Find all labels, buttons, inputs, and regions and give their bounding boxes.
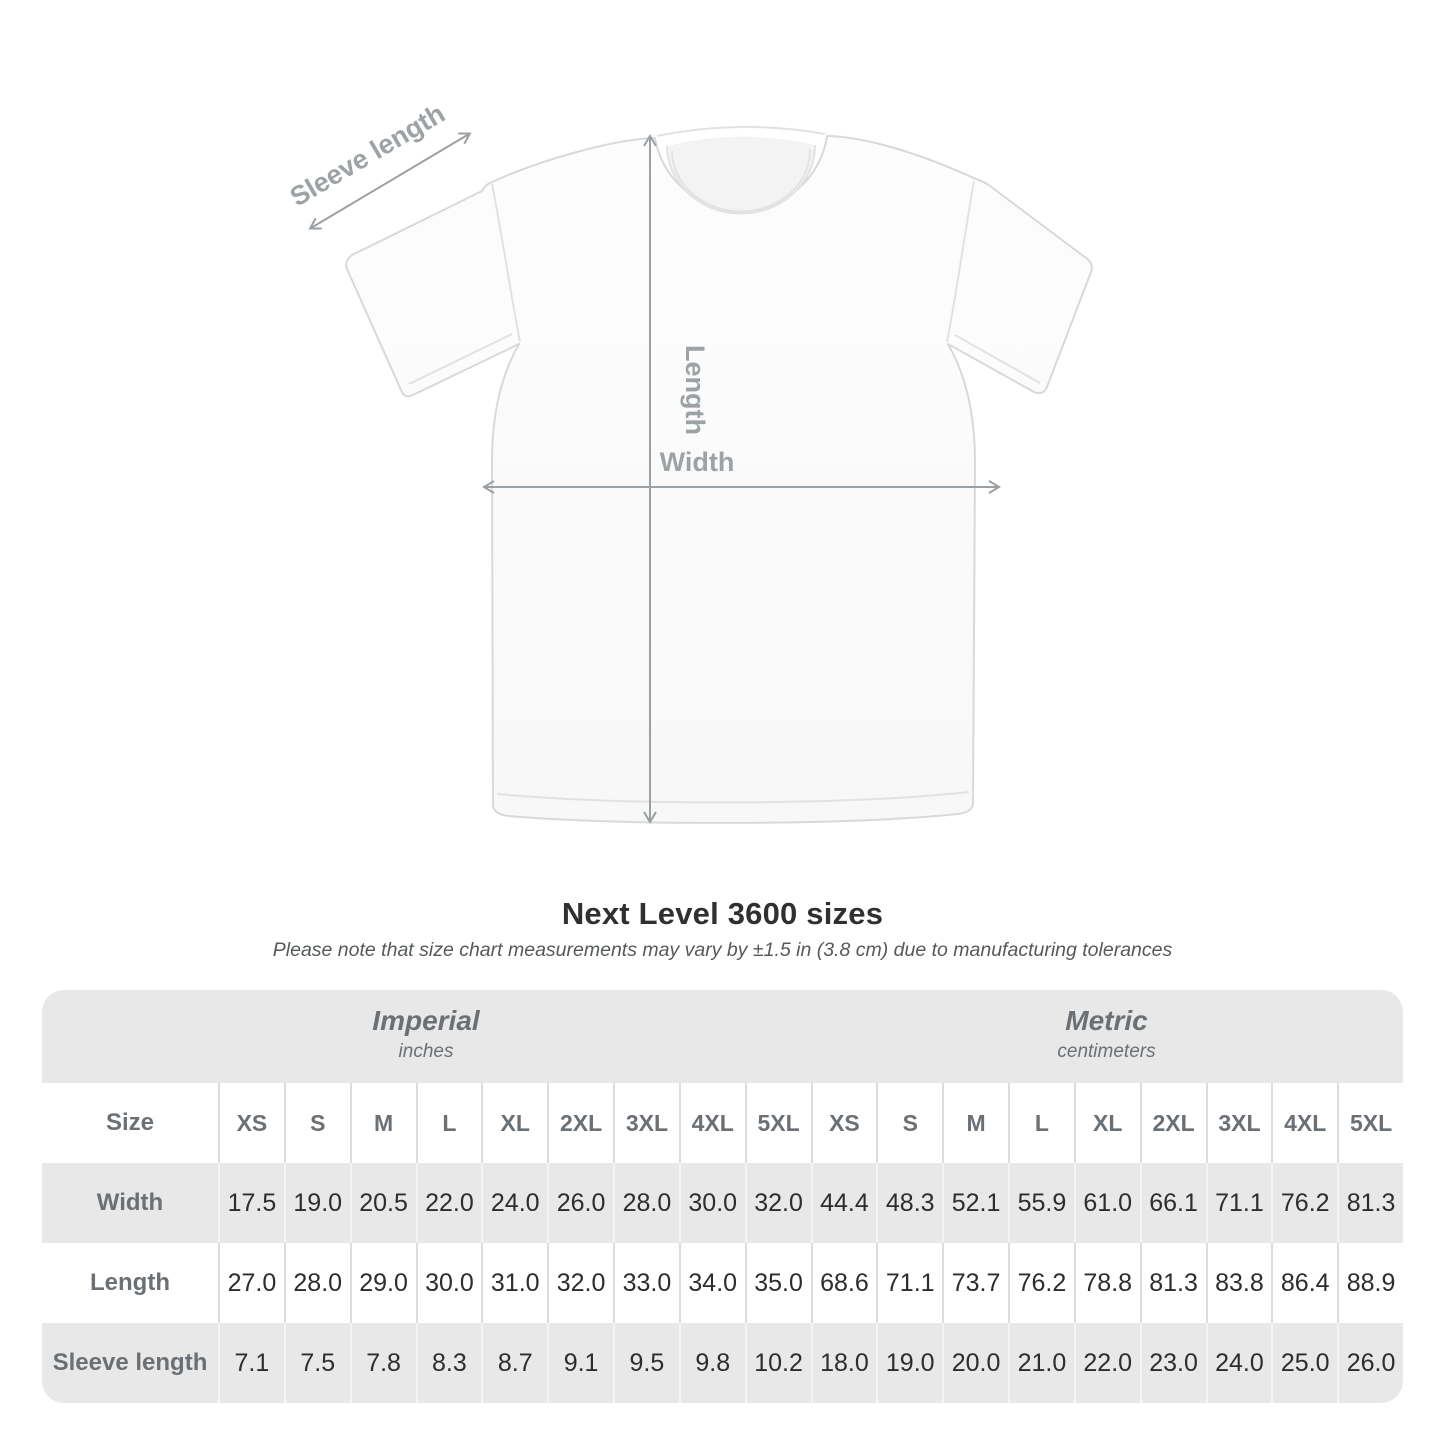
measurement-cell: 73.7 bbox=[942, 1243, 1008, 1323]
imperial-section-header bbox=[42, 990, 810, 1083]
measurement-cell: 7.5 bbox=[284, 1323, 350, 1403]
measurement-cell: 32.0 bbox=[745, 1163, 811, 1243]
table-header-row bbox=[42, 1083, 1403, 1163]
measurement-cell: 76.2 bbox=[1271, 1163, 1337, 1243]
measurement-cell: 21.0 bbox=[1008, 1323, 1074, 1403]
measurement-cell: 86.4 bbox=[1271, 1243, 1337, 1323]
size-column-header: 5XL bbox=[1337, 1083, 1403, 1163]
measurement-cell: 30.0 bbox=[416, 1243, 482, 1323]
measurement-cell: 22.0 bbox=[1074, 1323, 1140, 1403]
size-column-header: 3XL bbox=[1206, 1083, 1272, 1163]
units-band bbox=[42, 990, 1403, 1083]
measurement-cell: 19.0 bbox=[284, 1163, 350, 1243]
measurement-cell: 24.0 bbox=[1206, 1323, 1272, 1403]
width-label: Width bbox=[659, 447, 735, 477]
size-column-header: 4XL bbox=[1271, 1083, 1337, 1163]
size-column-header: M bbox=[942, 1083, 1008, 1163]
length-label: Length bbox=[680, 345, 710, 435]
size-column-header: 2XL bbox=[547, 1083, 613, 1163]
metric-unit: centimeters bbox=[1057, 1041, 1156, 1062]
size-column-header: XS bbox=[811, 1083, 877, 1163]
measurement-cell: 48.3 bbox=[876, 1163, 942, 1243]
tshirt-body bbox=[346, 136, 1092, 823]
size-column-header: M bbox=[350, 1083, 416, 1163]
table-data-row bbox=[42, 1163, 1403, 1243]
size-column-header: 3XL bbox=[613, 1083, 679, 1163]
measurement-cell: 23.0 bbox=[1140, 1323, 1206, 1403]
size-column-header: 2XL bbox=[1140, 1083, 1206, 1163]
measurement-cell: 19.0 bbox=[876, 1323, 942, 1403]
size-column-header: 4XL bbox=[679, 1083, 745, 1163]
tolerance-note: Please note that size chart measurements may vary by ±1.5 in (3.8 cm) due to manufacturing tolerances bbox=[272, 939, 1173, 961]
measurement-cell: 28.0 bbox=[284, 1243, 350, 1323]
measurement-cell: 71.1 bbox=[1206, 1163, 1272, 1243]
measurement-cell: 68.6 bbox=[811, 1243, 877, 1323]
measurement-cell: 55.9 bbox=[1008, 1163, 1074, 1243]
table-data-row bbox=[42, 1243, 1403, 1323]
size-column-header: L bbox=[416, 1083, 482, 1163]
row-label-sleeve-length: Sleeve length bbox=[52, 1349, 208, 1376]
measurement-cell: 24.0 bbox=[481, 1163, 547, 1243]
table-data-row bbox=[42, 1323, 1403, 1403]
measurement-cell: 35.0 bbox=[745, 1243, 811, 1323]
size-column-header: S bbox=[876, 1083, 942, 1163]
measurement-cell: 88.9 bbox=[1337, 1243, 1403, 1323]
measurement-cell: 81.3 bbox=[1337, 1163, 1403, 1243]
imperial-label: Imperial bbox=[372, 1005, 480, 1036]
measurement-cell: 33.0 bbox=[613, 1243, 679, 1323]
measurement-cell: 18.0 bbox=[811, 1323, 877, 1403]
measurement-cell: 9.1 bbox=[547, 1323, 613, 1403]
measurement-cell: 22.0 bbox=[416, 1163, 482, 1243]
measurement-cell: 78.8 bbox=[1074, 1243, 1140, 1323]
measurement-cell: 7.8 bbox=[350, 1323, 416, 1403]
measurement-cell: 26.0 bbox=[547, 1163, 613, 1243]
page-title: Next Level 3600 sizes bbox=[561, 896, 884, 931]
size-column-header: XL bbox=[1074, 1083, 1140, 1163]
size-column-header: XS bbox=[218, 1083, 284, 1163]
measurement-cell: 66.1 bbox=[1140, 1163, 1206, 1243]
size-column-header: XL bbox=[481, 1083, 547, 1163]
measurement-cell: 9.8 bbox=[679, 1323, 745, 1403]
measurement-cell: 76.2 bbox=[1008, 1243, 1074, 1323]
measurement-cell: 26.0 bbox=[1337, 1323, 1403, 1403]
measurement-cell: 71.1 bbox=[876, 1243, 942, 1323]
measurement-cell: 28.0 bbox=[613, 1163, 679, 1243]
measurement-cell: 8.3 bbox=[416, 1323, 482, 1403]
measurement-cell: 20.0 bbox=[942, 1323, 1008, 1403]
size-column-header: 5XL bbox=[745, 1083, 811, 1163]
size-column-header: S bbox=[284, 1083, 350, 1163]
size-column-header: L bbox=[1008, 1083, 1074, 1163]
measurement-cell: 52.1 bbox=[942, 1163, 1008, 1243]
measurement-cell: 61.0 bbox=[1074, 1163, 1140, 1243]
measurement-cell: 81.3 bbox=[1140, 1243, 1206, 1323]
measurement-cell: 7.1 bbox=[218, 1323, 284, 1403]
measurement-cell: 10.2 bbox=[745, 1323, 811, 1403]
measurement-cell: 20.5 bbox=[350, 1163, 416, 1243]
measurement-cell: 25.0 bbox=[1271, 1323, 1337, 1403]
row-label-width: Width bbox=[96, 1189, 164, 1216]
metric-label: Metric bbox=[1065, 1005, 1148, 1036]
measurement-cell: 34.0 bbox=[679, 1243, 745, 1323]
measurement-cell: 8.7 bbox=[481, 1323, 547, 1403]
measurement-cell: 9.5 bbox=[613, 1323, 679, 1403]
measurement-cell: 27.0 bbox=[218, 1243, 284, 1323]
size-table bbox=[42, 990, 1403, 1403]
measurement-cell: 17.5 bbox=[218, 1163, 284, 1243]
sleeve-length-label: Sleeve length bbox=[284, 98, 451, 213]
size-row-label: Size bbox=[105, 1109, 155, 1136]
measurement-cell: 44.4 bbox=[811, 1163, 877, 1243]
imperial-unit: inches bbox=[398, 1041, 454, 1062]
row-label-length: Length bbox=[90, 1269, 170, 1296]
metric-section-header bbox=[810, 990, 1403, 1083]
measurement-cell: 30.0 bbox=[679, 1163, 745, 1243]
measurement-cell: 32.0 bbox=[547, 1243, 613, 1323]
measurement-cell: 29.0 bbox=[350, 1243, 416, 1323]
measurement-cell: 31.0 bbox=[481, 1243, 547, 1323]
measurement-cell: 83.8 bbox=[1206, 1243, 1272, 1323]
